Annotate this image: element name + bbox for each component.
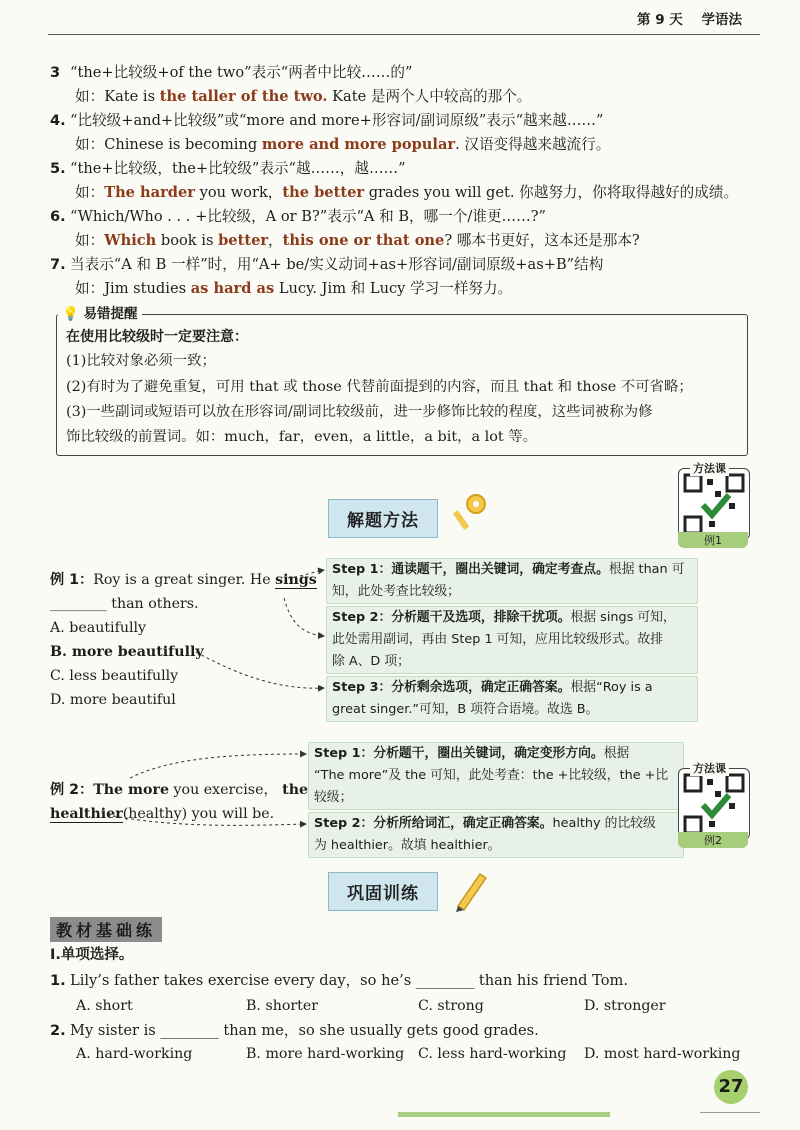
example1-option-b: B. more beautifully [50, 644, 204, 660]
q2-option-c: C. less hard-working [418, 1046, 567, 1062]
example1-step3: Step 3：分析剩余选项，确定正确答案。根据“Roy is a great singer.”可知，B 项符合语境。故选 B。 [326, 676, 698, 722]
rule-3-example: 如：Kate is the taller of the two. Kate 是两个人中较高的那个。 [75, 88, 532, 105]
q2-option-a: A. hard-working [76, 1046, 193, 1062]
page-number: 27 [714, 1070, 748, 1104]
keyword-the-more: The more [93, 782, 170, 798]
rule-5-example: 如：The harder you work，the better grades you will get. 你越努力，你将取得越好的成绩。 [75, 184, 739, 201]
note-line-1: 在使用比较级时一定要注意： [66, 329, 248, 345]
example1-step1: Step 1：通读题干，圈出关键词，确定考查点。根据 than 可 知，此处考查比较级； [326, 558, 698, 604]
footer-bar [398, 1112, 610, 1117]
rule-4-example: 如：Chinese is becoming more and more popular. 汉语变得越来越流行。 [75, 136, 611, 153]
note-line-2: (1)比较对象必须一致； [66, 353, 216, 369]
qr-tab-2: 方法课 [690, 760, 729, 776]
note-line-4: (3)一些副词或短语可以放在形容词/副词比较级前，进一步修饰比较的程度，这些词被称为修 [66, 404, 653, 420]
qr-label-2: 例2 [678, 832, 748, 848]
rule-7: 7. 当表示“A 和 B 一样”时，用“A+ be/实义动词+as+形容词/副词原级+as+B”结构 [50, 256, 604, 273]
pencil-icon [450, 868, 488, 912]
example1-step2: Step 2：分析题干及选项，排除干扰项。根据 sings 可知， 此处需用副词，再由 Step 1 可知，应用比较级形式。故排 除 A、D 项； [326, 606, 698, 674]
example1-option-a: A. beautifully [50, 620, 147, 636]
rule-5: 5. “the+比较级，the+比较级”表示“越……，越……” [50, 160, 406, 177]
q1-option-d: D. stronger [584, 998, 666, 1014]
question-2: 2. My sister is ________ than me，so she usually gets good grades. [50, 1022, 539, 1039]
note-line-5: 饰比较级的前置词。如：much，far，even，a little，a bit，a lot 等。 [66, 429, 538, 445]
lightbulb-icon: 💡 [62, 306, 79, 322]
example2-step1: Step 1：分析题干，圈出关键词，确定变形方向。根据 “The more”及 the 可知，此处考查：the +比较级，the +比 较级； [308, 742, 684, 810]
q1-option-c: C. strong [418, 998, 484, 1014]
rule-3: 3 “the+比较级+of the two”表示“两者中比较……的” [50, 64, 413, 81]
q2-option-b: B. more hard-working [246, 1046, 405, 1062]
qr-label-1: 例1 [678, 532, 748, 548]
example2-step2: Step 2：分析所给词汇，确定正确答案。healthy 的比较级 为 healthier。故填 healthier。 [308, 812, 684, 858]
example2-stem-line1: 例 2：The more you exercise， the [50, 782, 309, 798]
q1-option-a: A. short [76, 998, 133, 1014]
error-note-tag: 💡 易错提醒 [58, 302, 142, 322]
example1-option-d: D. more beautiful [50, 692, 176, 708]
example1-stem-line1: 例 1：Roy is a great singer. He sings [50, 572, 317, 588]
rule-6: 6. “Which/Who . . . +比较级，A or B?”表示“A 和 B，哪一个/谁更……?” [50, 208, 547, 225]
part-heading: Ⅰ.单项选择。 [50, 947, 134, 963]
example1-stem-line2: ________ than others. [50, 596, 199, 612]
q2-option-d: D. most hard-working [584, 1046, 741, 1062]
subject-label: 学语法 [701, 12, 742, 28]
rule-4: 4. “比较级+and+比较级”或“more and more+形容词/副词原级”表示“越来越……” [50, 112, 604, 129]
question-1: 1. Lily’s father takes exercise every day，so he’s ________ than his friend Tom. [50, 972, 629, 989]
method-banner: 解题方法 [328, 499, 438, 538]
q1-option-b: B. shorter [246, 998, 319, 1014]
example2-stem-line2: healthier(healthy) you will be. [50, 806, 275, 822]
rule-7-example: 如：Jim studies as hard as Lucy. Jim 和 Lucy 学习一样努力。 [75, 280, 513, 297]
day-label: 第 9 天 [637, 12, 683, 28]
practice-banner: 巩固训练 [328, 872, 438, 911]
keyword-sings: sings [275, 572, 317, 588]
note-line-3: (2)有时为了避免重复，可用 that 或 those 代替前面提到的内容，而且 that 和 those 不可省略； [66, 379, 693, 395]
section-heading: 教材基础练 [50, 917, 162, 942]
answer-healthier: healthier [50, 806, 123, 822]
rule-6-example: 如：Which book is better，this one or that one? 哪本书更好，这本还是那本? [75, 232, 640, 249]
qr-tab-1: 方法课 [690, 460, 729, 476]
footer-line [700, 1112, 760, 1113]
keyword-the: the [282, 782, 309, 798]
example1-option-c: C. less beautifully [50, 668, 179, 684]
